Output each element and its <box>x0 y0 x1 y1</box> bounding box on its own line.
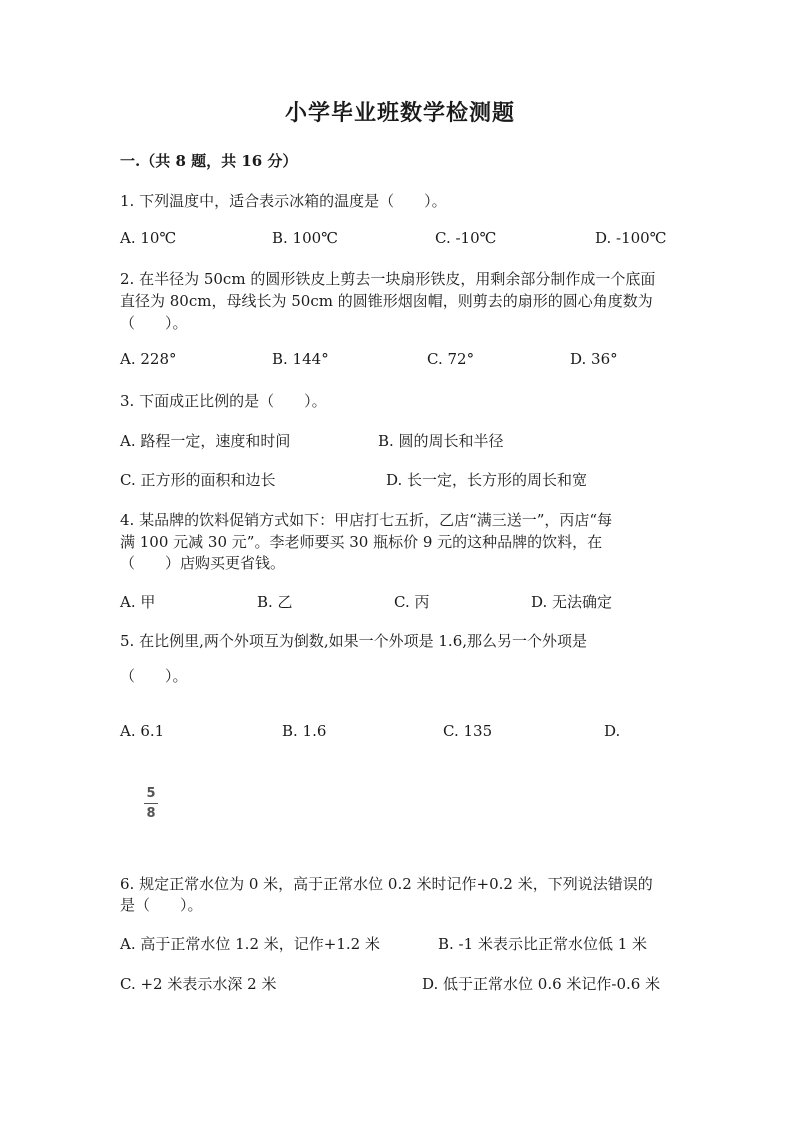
question-4-option-b: B. 乙 <box>257 593 293 611</box>
fraction-numerator: 5 <box>146 786 156 801</box>
question-6-stem-line-2: 是（ ）。 <box>120 896 203 914</box>
question-1-option-b: B. 100℃ <box>272 229 338 247</box>
question-3-option-c: C. 正方形的面积和边长 <box>120 471 276 489</box>
question-3-option-b: B. 圆的周长和半径 <box>378 432 504 450</box>
question-2-option-a: A. 228° <box>120 350 177 368</box>
question-5-option-c: C. 135 <box>443 722 493 740</box>
question-6-option-a: A. 高于正常水位 1.2 米，记作+1.2 米 <box>120 935 380 953</box>
question-5-option-b: B. 1.6 <box>282 722 327 740</box>
question-6-stem-line-1: 6. 规定正常水位为 0 米，高于正常水位 0.2 米时记作+0.2 米，下列说法错误的 <box>120 875 653 893</box>
question-4-stem-line-2: 满 100 元减 30 元”。李老师要买 30 瓶标价 9 元的这种品牌的饮料，在 <box>120 533 603 551</box>
question-4-option-d: D. 无法确定 <box>531 593 613 611</box>
fraction-bar <box>144 803 158 804</box>
question-2-option-b: B. 144° <box>272 350 329 368</box>
question-5-stem-line-1: 5. 在比例里,两个外项互为倒数,如果一个外项是 1.6,那么另一个外项是 <box>120 632 588 650</box>
question-5-stem-line-2: （ ）。 <box>120 667 188 685</box>
question-5-option-d: D. <box>604 722 621 740</box>
question-3-stem: 3. 下面成正比例的是（ ）。 <box>120 392 327 410</box>
question-2-stem-line-2: 直径为 80cm，母线长为 50cm 的圆锥形烟囱帽，则剪去的扇形的圆心角度数为 <box>120 292 653 310</box>
question-6-option-d: D. 低于正常水位 0.6 米记作-0.6 米 <box>422 975 661 993</box>
question-6-option-c: C. +2 米表示水深 2 米 <box>120 975 277 993</box>
question-2-option-d: D. 36° <box>570 350 618 368</box>
question-6-option-b: B. -1 米表示比正常水位低 1 米 <box>438 935 648 953</box>
question-4-option-a: A. 甲 <box>120 593 156 611</box>
question-4-option-c: C. 丙 <box>394 593 430 611</box>
question-1-stem: 1. 下列温度中，适合表示冰箱的温度是（ ）。 <box>120 192 447 210</box>
question-4-stem-line-3: （ ）店购买更省钱。 <box>120 554 286 572</box>
question-1-option-a: A. 10℃ <box>120 229 177 247</box>
page-title: 小学毕业班数学检测题 <box>284 100 515 126</box>
question-2-stem-line-3: （ ）。 <box>120 314 188 332</box>
question-2-option-c: C. 72° <box>427 350 475 368</box>
question-2-stem-line-1: 2. 在半径为 50cm 的圆形铁皮上剪去一块扇形铁皮，用剩余部分制作成一个底面 <box>120 270 656 288</box>
question-4-stem-line-1: 4. 某品牌的饮料促销方式如下：甲店打七五折，乙店“满三送一”，丙店“每 <box>120 511 613 529</box>
question-3-option-a: A. 路程一定，速度和时间 <box>120 432 291 450</box>
question-3-option-d: D. 长一定，长方形的周长和宽 <box>386 471 588 489</box>
question-5-option-d-fraction <box>141 786 161 821</box>
question-1-option-d: D. -100℃ <box>595 229 667 247</box>
fraction-denominator: 8 <box>146 806 156 821</box>
question-1-option-c: C. -10℃ <box>435 229 497 247</box>
question-5-option-a: A. 6.1 <box>120 722 165 740</box>
section-heading: 一.（共 8 题，共 16 分） <box>120 152 298 170</box>
